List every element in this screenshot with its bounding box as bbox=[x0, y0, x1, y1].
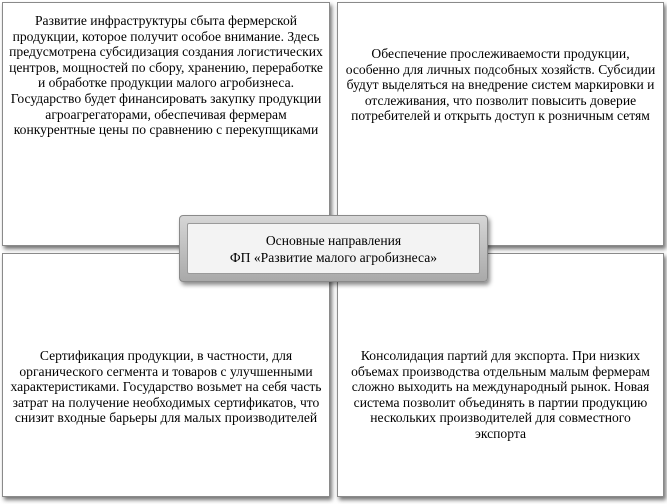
quadrant-bottom-left-text: Сертификация продукции, в частности, для органического сегмента и товаров с улучшенными характеристиками. Государство возьмет на себя часть затрат на получение необходимых сертификатов, что снизит входные барьеры для малых производителей bbox=[10, 348, 322, 426]
center-title-line2: ФП «Развитие малого агробизнеса» bbox=[229, 249, 438, 265]
center-title-line1: Основные направления bbox=[265, 232, 402, 248]
quadrant-bottom-left bbox=[2, 253, 330, 497]
center-title-box bbox=[179, 215, 488, 282]
center-title-inner bbox=[187, 223, 480, 274]
quadrant-top-right-text: Обеспечение прослеживаемости продукции, особенно для личных подсобных хозяйств. Субсидии будут выделяться на внедрение систем маркировки и отслеживания, что позволит повысить доверие потребителей и открыть доступ к розничным сетям bbox=[345, 46, 656, 124]
quadrant-bottom-right bbox=[337, 253, 664, 497]
quadrant-top-left bbox=[2, 2, 330, 246]
quadrant-bottom-right-text: Консолидация партий для экспорта. При низких объемах производства отдельным малым фермерам сложно выходить на международный рынок. Новая система позволит объединять в партии продукцию нескольких производителей для совместного экспорта bbox=[351, 348, 650, 441]
quadrant-top-left-text: Развитие инфраструктуры сбыта фермерской продукции, которое получит особое внимание. Здесь предусмотрена субсидизация создания логистических центров, мощностей по сбору, хранению, переработке и обработке продукции малого агробизнеса. Государство будет финансировать закупку продукции агроагрегаторами, обеспечивая фермерам конкурентные цены по сравнению с перекупщиками bbox=[9, 13, 323, 138]
quadrant-top-right bbox=[337, 2, 664, 246]
